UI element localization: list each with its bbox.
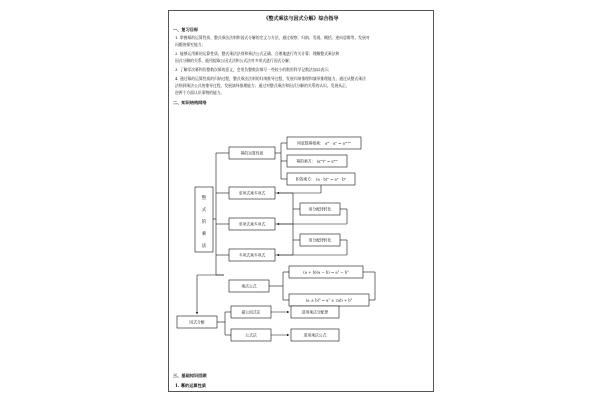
knowledge-structure-diagram	[169, 107, 434, 347]
label-rule-product: 积的乘方： (a · b)ⁿ = aⁿ · bⁿ	[295, 176, 347, 182]
section2-heading: 二、知识结构网络	[173, 100, 207, 105]
goal-line-2: 问题的探究能力；	[175, 42, 206, 47]
label-perfect-square: (a ± b)² = a² ± 2ab + b²	[305, 297, 353, 303]
section1-heading: 一、复习目标	[173, 27, 199, 32]
label-reverse-formula: 逆用乘法公式	[303, 332, 327, 338]
document-title: 《整式乘法与因式分解》综合指导	[263, 16, 339, 22]
label-mono-mono: 单项式乘多项式	[238, 190, 266, 196]
vertical-char-2: 式	[201, 208, 207, 213]
label-use-dist-1: 用分配律转化	[308, 206, 332, 212]
section3-sub1: 1. 幂的运算性质	[175, 383, 206, 388]
label-poly-poly: 多项式乘多项式	[238, 252, 266, 258]
section3-heading: 三、基础知识回顾	[173, 373, 207, 378]
goal-line-5: 3. 了解零次幂和负整数次幂的意义，会用负整数次幂写一些较小的数用科学记数法加以表示；	[175, 67, 332, 72]
label-common-factor: 提公因式法	[241, 309, 261, 315]
vertical-char-3: 的	[201, 220, 207, 225]
label-reverse-dist: 逆用乘法分配律	[301, 309, 329, 315]
label-factorize: 因式分解	[189, 319, 205, 325]
label-mono-poly: 单项式乘多项式	[238, 221, 266, 227]
label-formula-method: 公式法	[245, 332, 257, 338]
label-rule-same-base: 同底数幂相乘： aᵐ · aⁿ = aᵐ⁺ⁿ	[297, 140, 351, 146]
goal-line-7: 法则到乘法公式的推导过程，发展演绎推理能力；通过对整式乘法和因式分解的关系的认识，发展从正、	[175, 83, 350, 88]
goal-line-8: 逆两个方面认识事物的能力。	[175, 90, 225, 95]
goal-line-1: 1. 掌握幂的运算性质、整式乘法法则和因式分解的定义与方法，通过观察、归纳、发现、概括、逆向思维等，发展对	[175, 35, 370, 40]
label-rule-power: 幂的乘方： (aᵐ)ⁿ = aᵐⁿ	[296, 158, 338, 164]
label-power-props: 幂的运算性质	[240, 150, 264, 156]
goal-line-4: 因式分解的关系，能用提取公因式法和公式法对多项式进行因式分解；	[175, 58, 293, 63]
goal-line-3: 2. 能够运用幂的运算性质、整式乘法法则和乘法公式正确、合理地进行有关计算；理解整式乘法和	[175, 51, 340, 56]
label-formulas: 乘法公式	[241, 283, 257, 289]
vertical-char-1: 整	[201, 196, 207, 201]
vertical-char-4: 乘	[201, 232, 207, 237]
document-page	[168, 10, 434, 392]
label-use-dist-2: 用分配律转化	[308, 237, 332, 243]
vertical-char-5: 法	[201, 244, 207, 249]
goal-line-6: 4. 通过幂的运算性质的归纳过程，整式乘法法则的归纳推导过程，发展归纳推理和演绎推理能力，通过从整式乘法	[175, 76, 366, 81]
label-diff-squares: (a + b)(a − b) = a² − b²	[303, 269, 349, 275]
